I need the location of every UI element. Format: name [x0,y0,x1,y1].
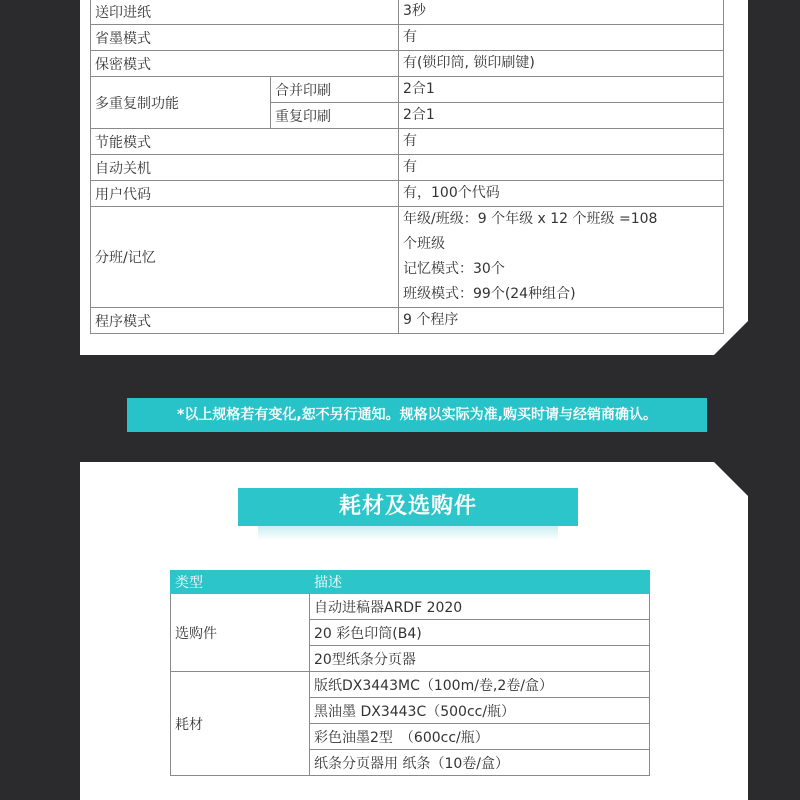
table-row [171,672,650,698]
table-row [91,51,724,77]
spec-value-line: 记忆模式：30个 [403,261,505,277]
part-desc: 20 彩色印筒(B4) [310,620,650,646]
spec-sublabel: 重复印刷 [271,103,399,129]
spec-label: 送印进纸 [91,0,399,25]
section-title: 耗材及选购件 [238,488,578,526]
table-row [91,129,724,155]
table-header-row [171,571,650,594]
spec-value: 2合1 [399,77,724,103]
spec-table [90,0,724,334]
spec-value: 有，100个代码 [399,181,724,207]
table-row [91,181,724,207]
spec-label: 分班/记忆 [91,207,399,308]
spec-value: 有 [399,25,724,51]
spec-label: 省墨模式 [91,25,399,51]
part-type: 选购件 [171,594,310,672]
part-desc: 自动进稿器ARDF 2020 [310,594,650,620]
column-header-type: 类型 [171,571,310,594]
notice-banner: *以上规格若有变化,恕不另行通知。规格以实际为准,购买时请与经销商确认。 [127,398,707,432]
table-row [171,594,650,620]
part-desc: 纸条分页器用 纸条（10卷/盒） [310,750,650,776]
spec-value-line: 年级/班级：9 个年级 x 12 个班级 =108 [403,211,658,227]
panel-corner [714,462,748,496]
spec-label: 节能模式 [91,129,399,155]
spec-value: 有 [399,155,724,181]
table-row [91,0,724,25]
title-shadow [258,526,558,540]
spec-label: 多重复制功能 [91,77,271,129]
spec-sublabel: 合并印刷 [271,77,399,103]
table-row [91,155,724,181]
spec-label: 保密模式 [91,51,399,77]
spec-value: 3秒 [399,0,724,25]
spec-value: 9 个程序 [399,308,724,334]
spec-value: 2合1 [399,103,724,129]
part-desc: 黑油墨 DX3443C（500cc/瓶） [310,698,650,724]
column-header-desc: 描述 [310,571,650,594]
part-desc: 彩色油墨2型 （600cc/瓶） [310,724,650,750]
part-desc: 版纸DX3443MC（100m/卷,2卷/盒） [310,672,650,698]
spec-value-line: 个班级 [403,236,445,252]
spec-label: 用户代码 [91,181,399,207]
part-type: 耗材 [171,672,310,776]
spec-label: 程序模式 [91,308,399,334]
spec-value-line: 班级模式：99个(24种组合) [403,286,576,302]
spec-value: 有 [399,129,724,155]
spec-label: 自动关机 [91,155,399,181]
table-row [91,207,724,308]
table-row [91,25,724,51]
spec-value: 有(锁印筒, 锁印刷键) [399,51,724,77]
table-row [91,308,724,334]
part-desc: 20型纸条分页器 [310,646,650,672]
parts-table [170,570,650,776]
table-row [91,77,724,103]
spec-value [399,207,724,308]
